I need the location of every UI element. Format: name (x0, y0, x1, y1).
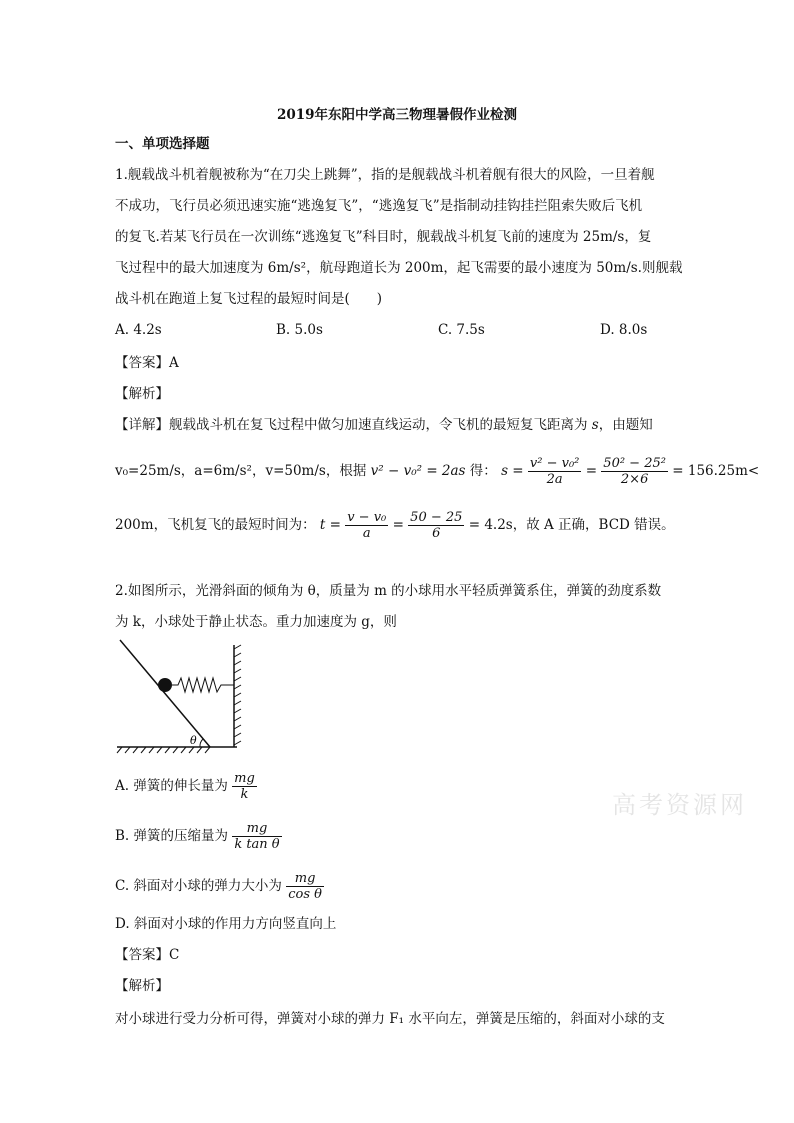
q2-option-d: D. 斜面对小球的作用力方向竖直向上 (115, 916, 337, 932)
fraction-c: $\frac{mg}{\text{cos θ}}$ (288, 871, 322, 902)
q1-line-1: 1.舰载战斗机着舰被称为“在刀尖上跳舞”，指的是舰载战斗机着舰有很大的风险，一旦着舰 (115, 167, 655, 183)
q1-detail-line-2: v₀=25m/s，a=6m/s²，v=50m/s，根据 v² − v₀² = 2as 得： s = $\frac{\text{v² − v₀²}}{2a}$ = $\frac{\text{50² − 25²}}{2\times 6}$ = 156.25m< (115, 456, 760, 487)
q2-option-c: C. 斜面对小球的弹力大小为 $\frac{mg}{\text{cos θ}}$ (115, 871, 322, 902)
q1-analysis-label: 【解析】 (115, 386, 169, 402)
q1-option-c: C. 7.5s (438, 322, 485, 338)
q2-answer: 【答案】C (115, 947, 180, 963)
fraction-1: $\frac{\text{v² − v₀²}}{2a}$ (529, 456, 580, 487)
fraction-2: $\frac{\text{50² − 25²}}{2\times 6}$ (603, 456, 666, 487)
equation-inline: v² − v₀² = 2as (370, 463, 466, 479)
ball (158, 678, 172, 692)
q1-line-3: 的复飞.若某飞行员在一次训练“逃逸复飞”科目时，舰载战斗机复飞前的速度为 25m/s，复 (115, 229, 652, 245)
section-heading: 一、单项选择题 (115, 136, 210, 152)
watermark: 高考资源网 (612, 791, 747, 819)
q1-detail-line-3: 200m，飞机复飞的最短时间为： t = $\frac{\text{v − v₀}}{a}$ = $\frac{50 - 25}{6}$ = 4.2s，故 A 正确，BCD 错误。 (115, 510, 675, 541)
q1-option-d: D. 8.0s (600, 322, 648, 338)
q1-option-a: A. 4.2s (115, 322, 162, 338)
wall-hatching (234, 645, 241, 745)
ground-hatching (117, 747, 210, 753)
incline-line (120, 640, 210, 747)
fraction-a: $\frac{mg}{k}$ (234, 771, 255, 802)
q1-detail-line-1: 【详解】舰载战斗机在复飞过程中做匀加速直线运动，令飞机的最短复飞距离为 s，由题知 (115, 417, 653, 433)
q2-option-a: A. 弹簧的伸长量为 $\frac{mg}{k}$ (115, 771, 255, 802)
angle-arc (200, 739, 203, 747)
spring (172, 678, 234, 692)
q1-line-4: 飞过程中的最大加速度为 6m/s²，航母跑道长为 200m，起飞需要的最小速度为 50m/s.则舰载 (115, 260, 683, 276)
q1-answer: 【答案】A (115, 355, 179, 371)
fraction-b: $\frac{mg}{\text{k tan θ}}$ (234, 821, 280, 852)
fraction-4: $\frac{50 - 25}{6}$ (410, 510, 463, 541)
theta-label: θ (190, 734, 197, 747)
q2-analysis-line: 对小球进行受力分析可得，弹簧对小球的弹力 F₁ 水平向左，弹簧是压缩的，斜面对小球的支 (115, 1011, 665, 1027)
q2-line-1: 2.如图所示，光滑斜面的倾角为 θ，质量为 m 的小球用水平轻质弹簧系住，弹簧的劲度系数 (115, 583, 662, 599)
q2-line-2: 为 k，小球处于静止状态。重力加速度为 g，则 (115, 614, 397, 630)
q1-option-b: B. 5.0s (276, 322, 323, 338)
q2-analysis-label: 【解析】 (115, 978, 169, 994)
q2-option-b: B. 弹簧的压缩量为 $\frac{mg}{\text{k tan θ}}$ (115, 821, 280, 852)
q1-line-2: 不成功，飞行员必须迅速实施“逃逸复飞”，“逃逸复飞”是指制动挂钩挂拦阻索失败后飞机 (115, 198, 643, 214)
incline-spring-diagram (112, 635, 247, 757)
fraction-3: $\frac{\text{v − v₀}}{a}$ (347, 510, 387, 541)
page-title: 2019年东阳中学高三物理暑假作业检测 (276, 107, 518, 123)
q1-line-5: 战斗机在跑道上复飞过程的最短时间是( ) (115, 291, 383, 307)
